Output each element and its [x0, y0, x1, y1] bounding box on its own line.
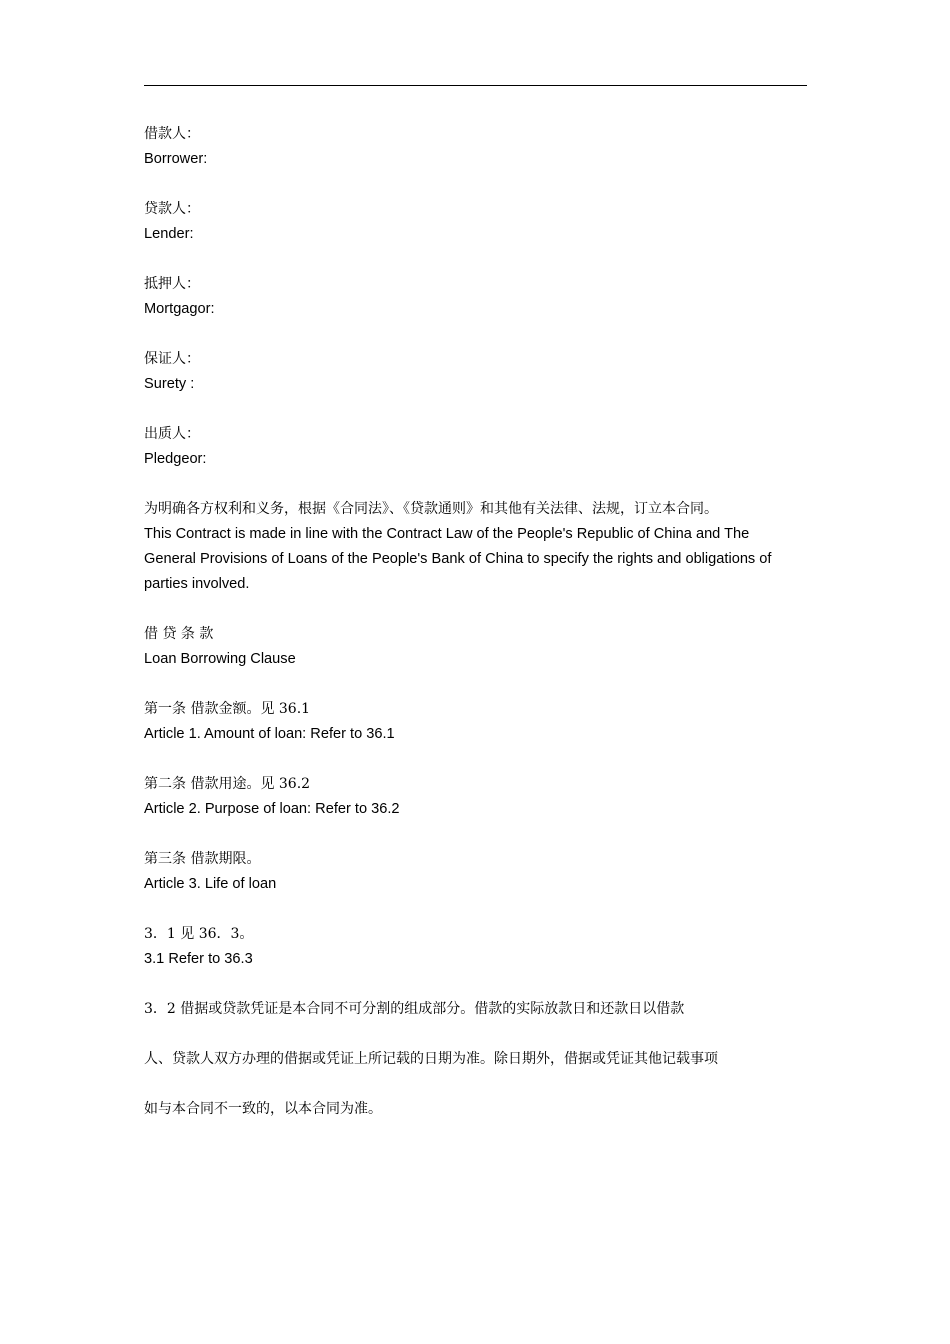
preamble	[144, 497, 807, 597]
party-lender	[144, 197, 807, 247]
subclause-3-1-zh: 3．1 见 36．3。	[144, 926, 254, 942]
header-rule	[144, 85, 807, 86]
mortgagor-label-zh: 抵押人：	[144, 276, 200, 292]
lender-label-zh: 贷款人：	[144, 201, 200, 217]
article-2-zh: 第二条 借款用途。见 36.2	[144, 776, 311, 792]
preamble-en-line: General Provisions of Loans of the People's Bank of China to specify the rights and obligations of	[144, 551, 772, 567]
preamble-en-line: This Contract is made in line with the Contract Law of the People's Republic of China and The	[144, 526, 750, 542]
pledgeor-label-zh: 出质人：	[144, 426, 200, 442]
subclause-3-2-line: 人、贷款人双方办理的借据或凭证上所记载的日期为准。除日期外，借据或凭证其他记载事项	[144, 1051, 718, 1067]
subclause-3-1-en: 3.1 Refer to 36.3	[144, 951, 253, 967]
article-3	[144, 847, 807, 897]
clause-heading	[144, 622, 807, 672]
contract-document	[144, 122, 807, 1122]
borrower-label-zh: 借款人：	[144, 126, 200, 142]
article-3-en: Article 3. Life of loan	[144, 876, 277, 892]
article-1-zh: 第一条 借款金额。见 36.1	[144, 701, 311, 717]
subclause-3-1	[144, 922, 807, 972]
party-pledgeor	[144, 422, 807, 472]
preamble-zh: 为明确各方权利和义务，根据《合同法》、《贷款通则》和其他有关法律、法规，订立本合同。	[144, 501, 718, 517]
preamble-en-line: parties involved.	[144, 576, 250, 592]
lender-label-en: Lender:	[144, 226, 194, 242]
article-1-en: Article 1. Amount of loan: Refer to 36.1	[144, 726, 395, 742]
party-surety	[144, 347, 807, 397]
borrower-label-en: Borrower:	[144, 151, 208, 167]
clause-heading-zh: 借 贷 条 款	[144, 626, 214, 642]
pledgeor-label-en: Pledgeor:	[144, 451, 207, 467]
surety-label-en: Surety :	[144, 376, 195, 392]
clause-heading-en: Loan Borrowing Clause	[144, 651, 296, 667]
party-mortgagor	[144, 272, 807, 322]
article-3-zh: 第三条 借款期限。	[144, 851, 261, 867]
article-2-en: Article 2. Purpose of loan: Refer to 36.2	[144, 801, 400, 817]
subclause-3-2-line: 3．2 借据或贷款凭证是本合同不可分割的组成部分。借款的实际放款日和还款日以借款	[144, 1001, 685, 1017]
party-borrower	[144, 122, 807, 172]
mortgagor-label-en: Mortgagor:	[144, 301, 215, 317]
article-1	[144, 697, 807, 747]
article-2	[144, 772, 807, 822]
subclause-3-2	[144, 997, 807, 1122]
surety-label-zh: 保证人：	[144, 351, 200, 367]
subclause-3-2-line: 如与本合同不一致的，以本合同为准。	[144, 1101, 382, 1117]
